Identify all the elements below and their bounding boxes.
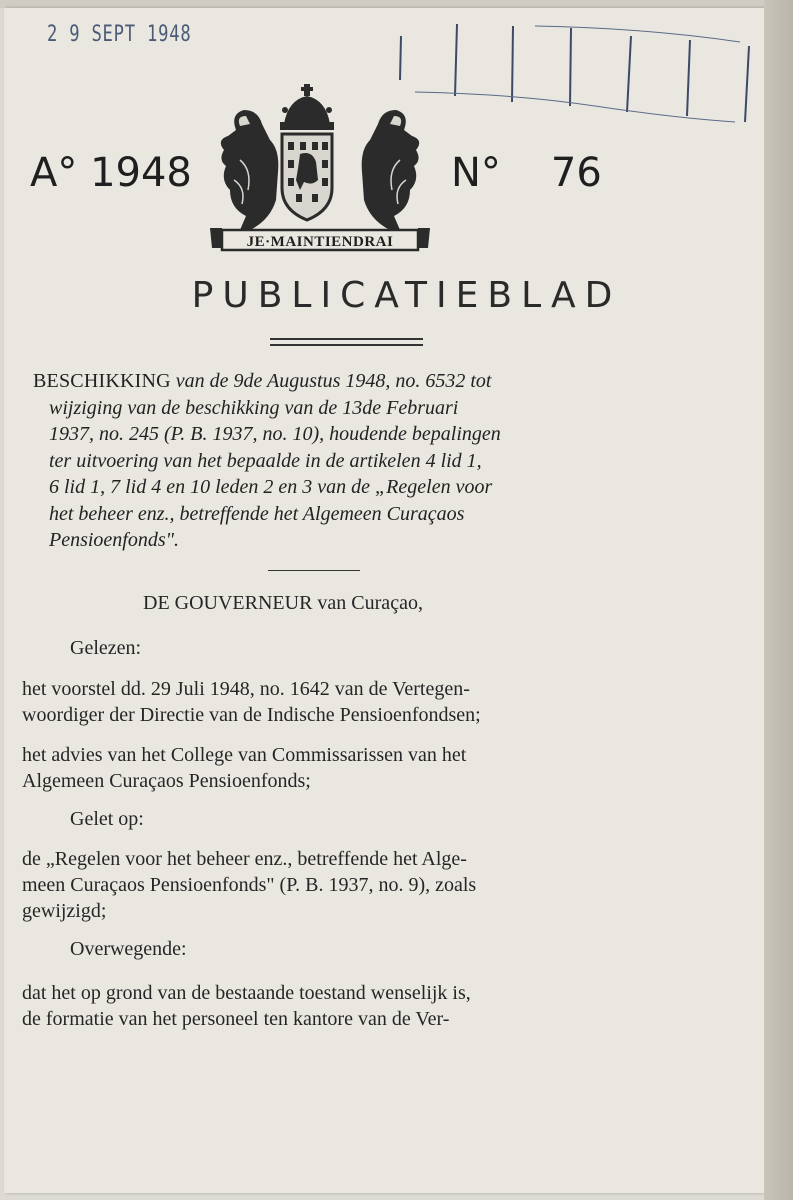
title-double-rule bbox=[270, 338, 423, 350]
advies-line-2: Algemeen Curaçaos Pensioenfonds; bbox=[22, 770, 311, 792]
publication-number bbox=[451, 150, 602, 196]
governor-heading: DE GOUVERNEUR van Curaçao, bbox=[143, 592, 423, 614]
number-value: 76 bbox=[550, 150, 602, 196]
advies-line-1: het advies van het College van Commissarissen van het bbox=[22, 744, 467, 766]
coat-of-arms-emblem bbox=[200, 80, 440, 258]
regelen-line-3: gewijzigd; bbox=[22, 900, 107, 922]
overwegende-label: Overwegende: bbox=[70, 938, 187, 960]
page-top-edge bbox=[0, 0, 793, 8]
regelen-line-1: de „Regelen voor het beheer enz., betreffende het Alge- bbox=[22, 848, 467, 870]
beschikking-heading bbox=[33, 368, 613, 554]
dat-line-2: de formatie van het personeel ten kantore van de Ver- bbox=[22, 1008, 450, 1030]
number-prefix: N° bbox=[451, 150, 501, 196]
beschikking-line-2: wijziging van de beschikking van de 13de Februari bbox=[49, 396, 459, 419]
motto-ribbon-text: JE·MAINTIENDRAI bbox=[246, 234, 394, 250]
beschikking-line-1: van de 9de Augustus 1948, no. 6532 tot bbox=[175, 370, 492, 392]
publication-year: A° 1948 bbox=[30, 150, 192, 196]
page-right-edge bbox=[764, 0, 793, 1200]
received-date-stamp: 2 9 SEPT 1948 bbox=[47, 22, 192, 47]
beschikking-line-7: Pensioenfonds". bbox=[49, 529, 180, 551]
gelezen-label: Gelezen: bbox=[70, 637, 142, 659]
beschikking-lead: BESCHIKKING bbox=[33, 370, 171, 392]
pencil-marks bbox=[395, 18, 755, 128]
voorstel-line-1: het voorstel dd. 29 Juli 1948, no. 1642 van de Vertegen- bbox=[22, 678, 470, 700]
section-divider bbox=[268, 570, 360, 571]
dat-line-1: dat het op grond van de bestaande toestand wenselijk is, bbox=[22, 982, 471, 1004]
beschikking-line-3: 1937, no. 245 (P. B. 1937, no. 10), houdende bepalingen bbox=[49, 423, 501, 445]
regelen-line-2: meen Curaçaos Pensioenfonds" (P. B. 1937, no. 9), zoals bbox=[22, 874, 477, 896]
beschikking-line-6: het beheer enz., betreffende het Algemeen Curaçaos bbox=[49, 502, 465, 525]
voorstel-line-2: woordiger der Directie van de Indische Pensioenfondsen; bbox=[22, 704, 481, 726]
beschikking-line-4: ter uitvoering van het bepaalde in de artikelen 4 lid 1, bbox=[49, 449, 482, 472]
beschikking-line-5: 6 lid 1, 7 lid 4 en 10 leden 2 en 3 van de „Regelen voor bbox=[49, 476, 493, 498]
gelet-op-label: Gelet op: bbox=[70, 808, 144, 830]
page-title: PUBLICATIEBLAD bbox=[191, 275, 622, 316]
